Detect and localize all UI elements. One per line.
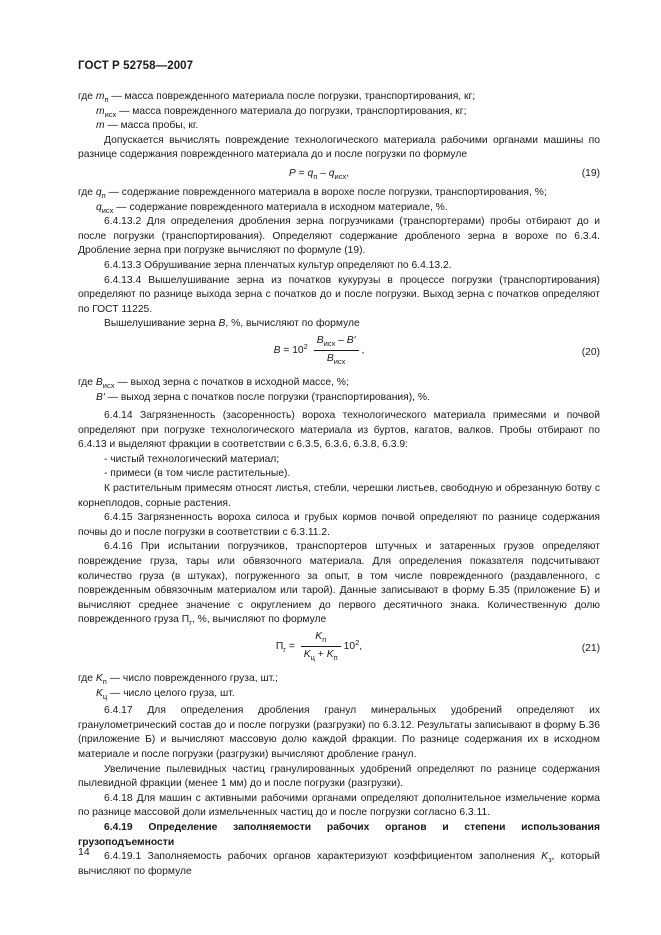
paragraph: Вышелушивание зерна B, %, вычисляют по формуле — [104, 318, 360, 330]
definition-line: $m_{исх}$ — масса поврежденного материала до погрузки, транспортирования, кг; — [96, 105, 467, 119]
formula-number: (19) — [581, 167, 600, 179]
fraction-denominator: $K_ц + K_п$ — [303, 648, 338, 662]
definition-line: $q_{исх}$ — содержание поврежденного материала в исходном материале, %. — [96, 201, 448, 215]
clause-6-4-18: 6.4.18 Для машин с активными рабочими органами определяют дополнительное измельчение корма по разнице массовой доли измельченных частиц до и после погрузки согласно 6.3.11. — [78, 792, 600, 819]
formula-expression: $P = q_п - q_{исх}$, — [288, 167, 350, 181]
list-item: - примеси (в том числе растительные). — [104, 468, 291, 480]
clause-6-4-13-3: 6.4.13.3 Обрушивание зерна пленчатых культур определяют по 6.4.13.2. — [104, 259, 452, 271]
clause-6-4-14: 6.4.14 Загрязненность (засоренность) вороха технологического материала примесями и почвой определяют при погрузке технологического материала из буртов, кагатов, валков. Пробы отбирают по 6.4.13 и выделяют фракции в соответствии с 6.3.5, 6.3.6, 6.3.8, 6.3.9: — [78, 410, 600, 451]
definition-line: где $m_п$ — масса поврежденного материала после погрузки, транспортирования, кг; — [78, 91, 476, 104]
page-number: 14 — [78, 846, 90, 858]
formula-20 — [78, 334, 600, 374]
clause-6-4-16: 6.4.16 При испытании погрузчиков, транспортеров штучных и затаренных грузов определяют повреждение груза, тары или обвязочного материала. Для определения показателя подсчитывают количество груза (в штуках), погруженного за опыт, в том числе поврежденного (раздавленного, с поврежденным обвязочным материалом или тарой). Данные записывают в форму Б.35 (приложение Б) и вычисляют среднее значение с округлением до первого десятичного знака. Количественную долю поврежденного груза $П_г$, %, вычисляют по формуле — [78, 541, 600, 628]
definition-line: где $K_п$ — число поврежденного груза, шт.; — [78, 673, 279, 686]
definition-line: m — масса пробы, кг. — [96, 120, 199, 132]
clause-6-4-13-2: 6.4.13.2 Для определения дробления зерна погрузчиками (транспортерами) пробы отбирают до и после погрузки (транспортирования). Определяют содержание дробленого зерна в ворохе по 6.3.4. Дробление зерна при погрузке вычисляют по формуле (19). — [78, 216, 600, 257]
fraction-denominator: $B_{исх}$ — [326, 352, 346, 366]
section-heading-6-4-19: 6.4.19 Определение заполняемости рабочих органов и степени использования грузоподъемности — [78, 821, 600, 848]
clause-6-4-13-4: 6.4.13.4 Вышелушивание зерна из початков кукурузы в процессе погрузки (транспортирования) определяют по разнице выхода зерна с початков до и после погрузки. Выход зерна с початков определяют по ГОСТ 11225. — [78, 274, 600, 315]
definition-line: B′ — выход зерна с початков после погрузки (транспортирования), %. — [96, 391, 430, 403]
fraction-numerator: $B_{исх} - B'$ — [314, 334, 359, 351]
definition-line: где $B_{исх}$ — выход зерна с початков в исходной массе, %; — [78, 376, 349, 390]
fraction — [301, 630, 341, 662]
paragraph: К растительным примесям относят листья, стебли, черешки листьев, свободную и обрезанную ботву с корнеплодов, сорные растения. — [78, 483, 600, 509]
formula-number: (20) — [581, 346, 600, 358]
definition-line: $K_ц$ — число целого груза, шт. — [96, 687, 235, 701]
document-header: ГОСТ Р 52758—2007 — [78, 60, 194, 72]
formula-19 — [78, 166, 600, 184]
fraction-numerator: $K_п$ — [301, 630, 341, 647]
clause-6-4-15: 6.4.15 Загрязненность вороха силоса и грубых кормов почвой определяют по разнице содержания почвы до и после погрузки в соответствии с 6.3.11.2. — [78, 512, 600, 538]
definition-line: где $q_п$ — содержание поврежденного материала в ворохе после погрузки, транспортирования, %; — [78, 186, 547, 200]
document-body — [78, 90, 600, 879]
formula-expression: $П_г$ = $\frac{K_п}{K_ц + K_п}$ $10^2$, — [275, 631, 363, 662]
paragraph: Увеличение пылевидных частиц гранулированных удобрений определяют по разнице содержания пылевидной фракции (менее 1 мм) до и после погрузки (разгрузки). — [78, 763, 600, 790]
formula-expression: $B = 10^2$ $\frac{B_{исх} - B'}{B_{исх}}$ , — [273, 334, 365, 366]
fraction — [314, 334, 359, 366]
formula-number: (21) — [581, 643, 600, 654]
clause-6-4-17: 6.4.17 Для определения дробления гранул минеральных удобрений определяют их гранулометрический состав до и после погрузки (разгрузки) по 6.3.12. Результаты записывают в форму Б.36 (приложение Б) и вычисляют массовую долю каждой фракции. По разнице содержания их в исходном материале и после погрузки (разгрузки) вычисляют дробление гранул. — [78, 705, 600, 760]
clause-6-4-19-1: 6.4.19.1 Заполняемость рабочих органов характеризуют коэффициентом заполнения $K_з$, который вычисляют по формуле — [78, 851, 600, 877]
paragraph: Допускается вычислять повреждение технологического материала рабочими органами машины по разнице содержания поврежденного материала до и после погрузки по формуле — [78, 134, 600, 161]
list-item: - чистый технологический материал; — [104, 453, 280, 465]
formula-21 — [78, 630, 600, 670]
